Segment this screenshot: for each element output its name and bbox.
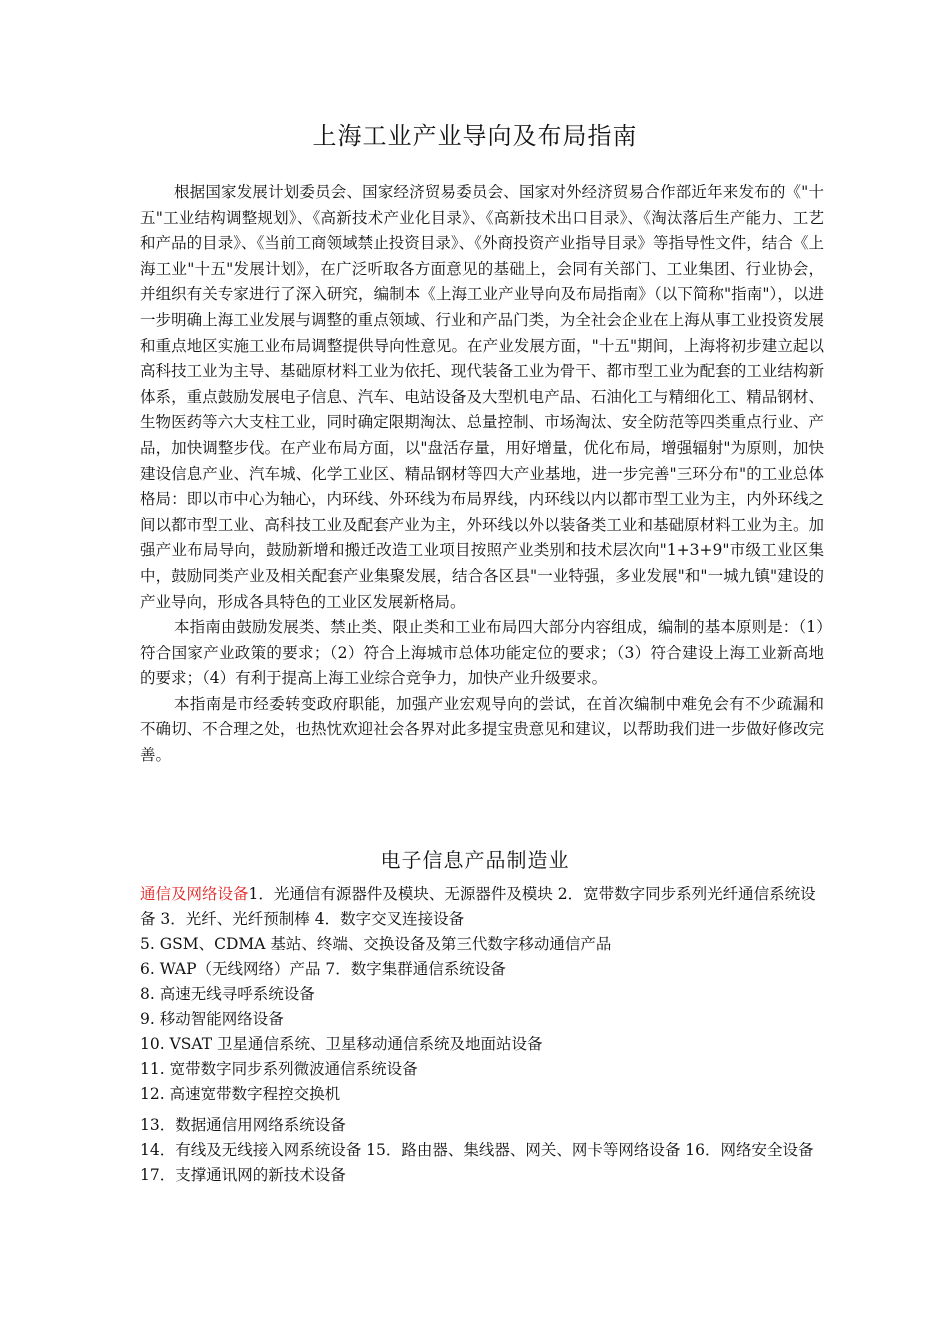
list-item: 6. WAP（无线网络）产品 7．数字集群通信系统设备	[140, 960, 506, 978]
intro-paragraph: 本指南是市经委转变政府职能，加强产业宏观导向的尝试，在首次编制中难免会有不少疏漏和不确切、不合理之处，也热忱欢迎社会各界对此多提宝贵意见和建议，以帮助我们进一步做好修改完善。	[140, 694, 824, 765]
list-item: 8. 高速无线寻呼系统设备	[140, 985, 315, 1003]
list-item: 14．有线及无线接入网系统设备 15．路由器、集线器、网关、网卡等网络设备 16．网络安全设备	[140, 1141, 814, 1159]
intro-section	[140, 180, 824, 769]
intro-paragraph: 本指南由鼓励发展类、禁止类、限止类和工业布局四大部分内容组成，编制的基本原则是：（1）符合国家产业政策的要求；（2）符合上海城市总体功能定位的要求；（3）符合建设上海工业新高地的要求；（4）有利于提高上海工业综合竞争力，加快产业升级要求。	[140, 618, 824, 688]
section-title: 电子信息产品制造业	[380, 848, 570, 872]
list-item: 17．支撑通讯网的新技术设备	[140, 1166, 346, 1184]
list-item: 11. 宽带数字同步系列微波通信系统设备	[140, 1060, 418, 1078]
list-item: 9. 移动智能网络设备	[140, 1010, 284, 1028]
list-item: 10. VSAT 卫星通信系统、卫星移动通信系统及地面站设备	[140, 1035, 543, 1053]
intro-paragraph: 根据国家发展计划委员会、国家经济贸易委员会、国家对外经济贸易合作部近年来发布的《"十五"工业结构调整规划》、《高新技术产业化目录》、《高新技术出口目录》、《淘汰落后生产能力、工艺和产品的目录》、《当前工商领域禁止投资目录》、《外商投资产业指导目录》等指导性文件，结合《上海工业"十五"发展计划》，在广泛听取各方面意见的基础上，会同有关部门、工业集团、行业协会，并组织有关专家进行了深入研究，编制本《上海工业产业导向及布局指南》（以下简称"指南"），以进一步明确上海工业发展与调整的重点领域、行业和产品门类，为全社会企业在上海从事工业投资发展和重点地区实施工业布局调整提供导向性意见。在产业发展方面，"十五"期间，上海将初步建立起以高科技工业为主导、基础原材料工业为依托、现代装备工业为骨干、都市型工业为配套的工业结构新体系，重点鼓励发展电子信息、汽车、电站设备及大型机电产品、石油化工与精细化工、精品钢材、生物医药等六大支柱工业，同时确定限期淘汰、总量控制、市场淘汰、安全防范等四类重点行业、产品，加快调整步伐。在产业布局方面，以"盘活存量，用好增量，优化布局，增强辐射"为原则，加快建设信息产业、汽车城、化学工业区、精品钢材等四大产业基地，进一步完善"三环分布"的工业总体格局：即以市中心为轴心，内环线、外环线为布局界线，内环线以内以都市型工业为主，内外环线之间以都市型工业、高科技工业及配套产业为主，外环线以外以装备类工业和基础原材料工业为主。加强产业布局导向，鼓励新增和搬迁改造工业项目按照产业类别和技术层次向"1+3+9"市级工业区集中，鼓励同类产业及相关配套产业集聚发展，结合各区县"一业特强，多业发展"和"一城九镇"建设的产业导向，形成各具特色的工业区发展新格局。	[140, 183, 824, 611]
list-item: 13．数据通信用网络系统设备	[140, 1116, 346, 1134]
product-list	[140, 882, 824, 1188]
list-item	[140, 882, 824, 932]
document-title: 上海工业产业导向及布局指南	[312, 122, 638, 150]
category-label: 通信及网络设备	[140, 885, 249, 903]
list-item: 5. GSM、CDMA 基站、终端、交换设备及第三代数字移动通信产品	[140, 935, 612, 953]
list-item: 12. 高速宽带数字程控交换机	[140, 1085, 341, 1103]
list-item-text: 1．光通信有源器件及模块、无源器件及模块 2．宽带数字同步系列光纤通信系统设备 3．光纤、光纤预制棒 4．数字交叉连接设备	[140, 885, 816, 928]
